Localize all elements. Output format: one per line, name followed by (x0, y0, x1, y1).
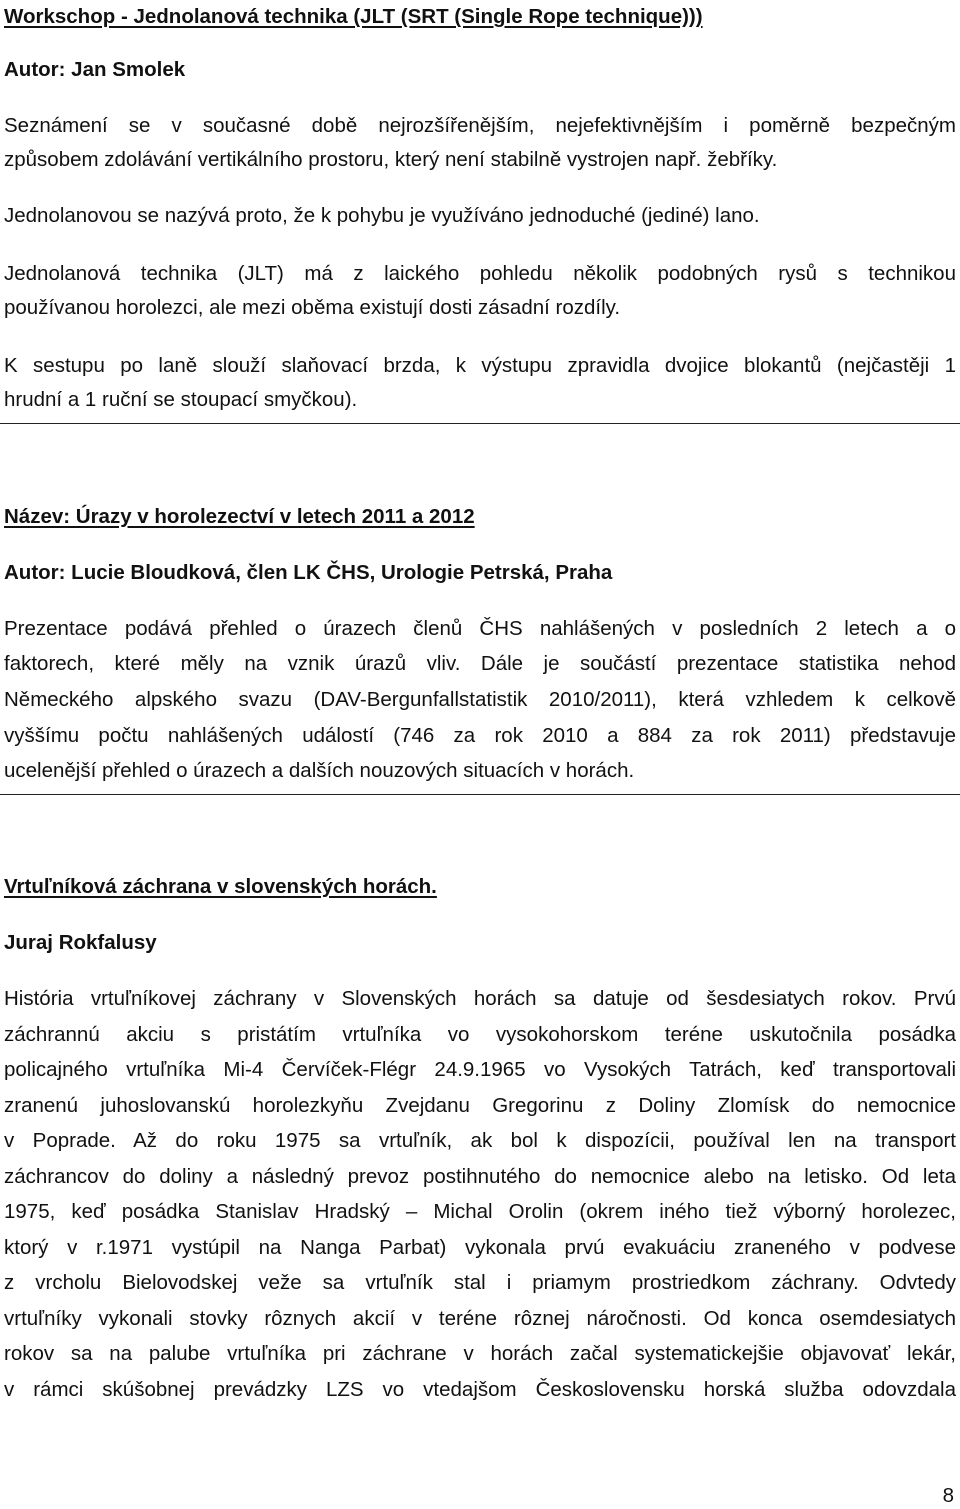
paragraph-line: v Poprade. Až do roku 1975 sa vrtuľník, ak bol k dispozícii, používal len na transport (4, 1129, 956, 1152)
paragraph-line: zranenú juhoslovanskú horolezkyňu Zvejdanu Gregorinu z Doliny Zlomísk do nemocnice (4, 1094, 956, 1117)
paragraph-line: Prezentace podává přehled o úrazech členů ČHS nahlášených v posledních 2 letech a o (4, 617, 956, 640)
paragraph-line: Seznámení se v současné době nejrozšířenějším, nejefektivnějším i poměrně bezpečným (4, 114, 956, 137)
paragraph-line: používanou horolezci, ale mezi oběma existují dosti zásadní rozdíly. (4, 296, 621, 319)
section-author: Juraj Rokfalusy (4, 931, 157, 954)
section-title: Workschop - Jednolanová technika (JLT (SRT (Single Rope technique))) (4, 5, 703, 28)
paragraph-line: K sestupu po laně slouží slaňovací brzda, k výstupu zpravidla dvojice blokantů (nejčastěji 1 (4, 354, 956, 377)
paragraph-line: z vrcholu Bielovodskej veže sa vrtuľník stal i priamym prostriedkom záchrany. Odvtedy (4, 1271, 956, 1294)
paragraph-line: způsobem zdolávání vertikálního prostoru, který není stabilně vystrojen např. žebříky. (4, 148, 778, 171)
paragraph-line: Jednolanovou se nazývá proto, že k pohybu je využíváno jednoduché (jediné) lano. (4, 204, 760, 227)
paragraph-line: záchrancov do doliny a následný prevoz postihnutého do nemocnice alebo na letisko. Od leta (4, 1165, 956, 1188)
section-author: Autor: Lucie Bloudková, člen LK ČHS, Urologie Petrská, Praha (4, 561, 613, 584)
paragraph-line: záchrannú akciu s pristátím vrtuľníka vo vysokohorskom teréne uskutočnila posádka (4, 1023, 956, 1046)
section-author: Autor: Jan Smolek (4, 58, 186, 81)
paragraph-line: Německého alpského svazu (DAV-Bergunfallstatistik 2010/2011), která vzhledem k celkově (4, 688, 956, 711)
section-divider (0, 423, 960, 424)
paragraph-line: v rámci skúšobnej prevádzky LZS vo vtedajšom Československu horská služba odovzdala (4, 1378, 956, 1401)
paragraph-line: vrtuľníky vykonali stovky rôznych akcií v teréne rôznej náročnosti. Od konca osemdesiatych (4, 1307, 956, 1330)
page-number: 8 (942, 1484, 954, 1507)
section-title: Název: Úrazy v horolezectví v letech 2011 a 2012 (4, 505, 475, 528)
paragraph-line: hrudní a 1 ruční se stoupací smyčkou). (4, 388, 358, 411)
paragraph-line: vyššímu počtu nahlášených událostí (746 za rok 2010 a 884 za rok 2011) představuje (4, 724, 956, 747)
paragraph-line: policajného vrtuľníka Mi-4 Červíček-Flégr 24.9.1965 vo Vysokých Tatrách, keď transportovali (4, 1058, 956, 1081)
paragraph-line: História vrtuľníkovej záchrany v Slovenských horách sa datuje od šesdesiatych rokov. Prvú (4, 987, 956, 1010)
section-title: Vrtuľníková záchrana v slovenských horách. (4, 875, 437, 898)
paragraph-line: faktorech, které měly na vznik úrazů vliv. Dále je součástí prezentace statistika nehod (4, 652, 956, 675)
paragraph-line: ktorý v r.1971 vystúpil na Nanga Parbat) vykonala prvú evakuáciu zraneného v podvese (4, 1236, 956, 1259)
paragraph-line: Jednolanová technika (JLT) má z laického pohledu několik podobných rysů s technikou (4, 262, 956, 285)
section-divider (0, 794, 960, 795)
paragraph-line: ucelenější přehled o úrazech a dalších nouzových situacích v horách. (4, 759, 635, 782)
paragraph-line: 1975, keď posádka Stanislav Hradský – Michal Orolin (okrem iného tiež výborný horolezec, (4, 1200, 956, 1223)
paragraph-line: rokov sa na palube vrtuľníka pri záchrane v horách začal systematickejšie objavovať lekár, (4, 1342, 956, 1365)
